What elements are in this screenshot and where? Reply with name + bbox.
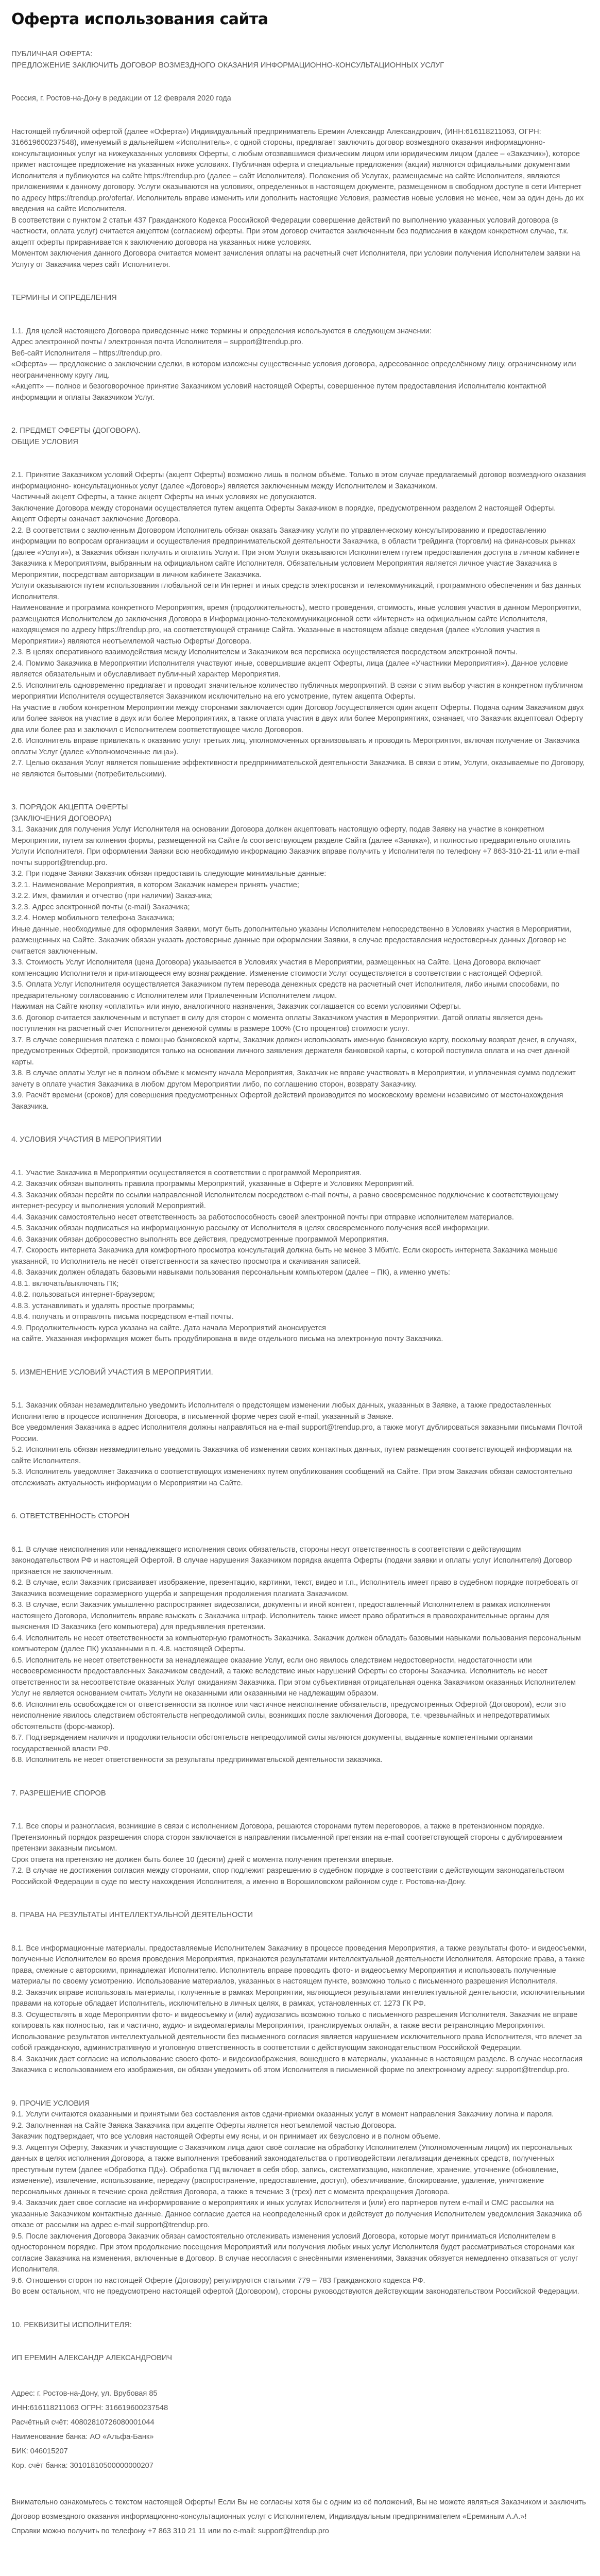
section-paragraph: 9.4. Заказчик дает свое согласие на информирование о мероприятиях и иных услугах Исполнителя и (или) его партнеров путем e-mail и СМС рассылки на указанные Заказчиком контактные данные. Данное согласие дается на неопределенный срок и действует до получения Исполнителем уведомления Заказчика об отказе от рассылки на адрес e-mail support@trendup.pro. <box>11 2199 582 2229</box>
requisites-name: ИП ЕРЕМИН АЛЕКСАНДР АЛЕКСАНДРОВИЧ <box>11 2354 173 2362</box>
offer-section <box>11 1766 589 1888</box>
section-paragraph: На участие в любом конкретном Мероприятии между сторонами заключается один Договор /осуществляется один акцепт Оферты. Подача одним Заказчиком двух или более заявок на участие в двух или более Мероприятиях, а также оплата участия в двух или более Мероприятиях, означает, что Заказчик акцептовал Оферту два или более раз и заключил с Исполнителем соответствующее число Договоров. <box>11 703 584 734</box>
offer-section <box>11 780 589 1112</box>
section-heading: 9. ПРОЧИЕ УСЛОВИЯ <box>11 2099 90 2108</box>
section-paragraph: 4.4. Заказчик самостоятельно несет ответственность за работоспособность своей электронной почты при отправке исполнителем материалов. <box>11 1213 514 1222</box>
section-heading: 6. ОТВЕТСТВЕННОСТЬ СТОРОН <box>11 1512 130 1520</box>
section-paragraph: 9.3. Акцептуя Оферту, Заказчик и участвующие с Заказчиком лица дают своё согласие на обработку Исполнителем (Уполномоченным лицом) их персональных данных в целях исполнения Договора, а также выполнения требований законодательства о противодействии легализации денежных средств, полученных преступным путем (далее «Обработка ПД»). Обработка ПД включает в себя сбор, запись, систематизацию, накопление, хранение, уточнение (обновление, изменение), извлечение, использование, передачу (распространение, предоставление, доступ), обезличивание, блокирование, удаление, уничтожение персональных данных в течение срока действия Договора, а также в течение 3 (трех) лет с момента прекращения Договора. <box>11 2143 572 2196</box>
offer-section <box>11 403 589 780</box>
section-paragraph: Претензионный порядок разрешения спора сторон заключается в направлении письменной претензии на e-mail соответствующей стороны с дублированием претензии заказным письмом. <box>11 1833 563 1853</box>
section-paragraph: 3.3. Стоимость Услуг Исполнителя (цена Договора) указывается в Условиях участия в Мероприятии, размещенных на Сайте. Цена Договора включает компенсацию Исполнителя и причитающееся ему вознаграждение. Изменение стоимости Услуг осуществляется в соответствии с настоящей Офертой. <box>11 958 543 978</box>
section-paragraph: 4.8.3. устанавливать и удалять простые программы; <box>11 1301 195 1310</box>
section-heading: 5. ИЗМЕНЕНИЕ УСЛОВИЙ УЧАСТИЯ В МЕРОПРИЯТИИ. <box>11 1368 213 1377</box>
section-heading: 8. ПРАВА НА РЕЗУЛЬТАТЫ ИНТЕЛЛЕКТУАЛЬНОЙ ДЕЯТЕЛЬНОСТИ <box>11 1911 253 1919</box>
section-paragraph: 4.8.1. включать/выключать ПК; <box>11 1279 119 1288</box>
section-paragraph: 5.2. Исполнитель обязан незамедлительно уведомить Заказчика об изменении своих контактных данных, путем размещения соответствующей информации на сайте Исполнителя. <box>11 1446 572 1465</box>
requisites-line: Кор. счёт банка: 30101810500000000207 <box>11 2461 153 2470</box>
section-paragraph: 3.2.2. Имя, фамилия и отчество (при наличии) Заказчика; <box>11 892 213 900</box>
section-paragraph: 6.6. Исполнитель освобождается от ответственности за полное или частичное неисполнение обязательств, предусмотренных Офертой (Договором), если это неисполнение явилось следствием обстоятельств непреодолимой силы, возникших после заключения Договора, т.е. чрезвычайных и непредотвратимых обстоятельств (форс-мажор). <box>11 1700 566 1731</box>
section-paragraph: «Оферта» — предложение о заключении сделки, в котором изложены существенные условия договора, адресованное определённому лицу, ограниченному или неограниченному кругу лиц. <box>11 360 576 380</box>
section-paragraph: Заказчик подтверждает, что все условия настоящей Оферты ему ясны, и он принимает их безусловно и в полном объеме. <box>11 2132 441 2141</box>
section-paragraph: 6.7. Подтверждением наличия и продолжительности обстоятельств непреодолимой силы являются документы, выданные компетентными органами государственной власти РФ. <box>11 1734 533 1753</box>
section-paragraph: 3.6. Договор считается заключенным и вступает в силу для сторон с момента оплаты Заказчиком участия в Мероприятии. Датой оплаты является день поступления на расчетный счет Исполнителя денежной суммы в размере 100% (Сто процентов) стоимости услуг. <box>11 1013 543 1033</box>
section-paragraph: Заключение Договора между сторонами осуществляется путем акцепта Оферты Заказчиком в порядке, предусмотренном разделом 2 настоящей Оферты. <box>11 504 556 513</box>
requisites-line: БИК: 046015207 <box>11 2447 68 2455</box>
section-paragraph: 4.1. Участие Заказчика в Мероприятии осуществляется в соответствии с программой Мероприятия. <box>11 1168 362 1177</box>
section-paragraph: 8.4. Заказчик дает согласие на использование своего фото- и видеоизображения, вошедшего в материалы, указанные в настоящем разделе. В случае несогласия Заказчика с использованием его изображения, он обязан уведомить об этом Исполнителя в письменной форме по электронному адресу: support@trendup.pro. <box>11 2055 583 2074</box>
section-paragraph: 3.1. Заказчик для получения Услуг Исполнителя на основании Договора должен акцептовать настоящую оферту, подав Заявку на участие в конкретном Мероприятии, путем заполнения формы, размещенной на Сайте /в соответствующем разделе Сайта (далее «Заявка»), и полностью предварительно оплатить Услуги Исполнителя. При оформлении Заявки всю необходимую информацию Заказчик вправе получить у Исполнителя по телефону +7 863-310-21-11 или e-mail почты support@trendup.pro. <box>11 825 580 867</box>
section-paragraph: 4.5. Заказчик обязан подписаться на информационную рассылку от Исполнителя в целях своевременного получения всей информации. <box>11 1224 490 1232</box>
section-paragraph: 2.7. Целью оказания Услуг является повышение эффективности предпринимательской деятельности Заказчика. В связи с этим, Услуги, оказываемые по Договору, не являются бытовыми (потребительскими). <box>11 759 585 778</box>
section-paragraph: «Акцепт» — полное и безоговорочное принятие Заказчиком условий настоящей Оферты, совершенное путем предоставления Исполнителю контактной информации и оплаты Заказчиком Услуг. <box>11 382 546 402</box>
section-paragraph: 3.2.4. Номер мобильного телефона Заказчика; <box>11 914 175 922</box>
section-paragraph: 4.2. Заказчик обязан выполнять правила программы Мероприятий, указанные в Оферте и Условиях Мероприятий. <box>11 1180 414 1188</box>
section-paragraph: Использование результатов интеллектуальной деятельности без письменного согласия является нарушением исключительного права Исполнителя, что влечет за собой гражданскую, административную и уголовную ответственность в соответствии с действующим законодательством Российской Федерации. <box>11 2032 582 2052</box>
section-paragraph: Все уведомления Заказчика в адрес Исполнителя должны направляться на e-mail support@trendup.pro, а также могут дублироваться заказными письмами Почтой России. <box>11 1423 582 1443</box>
section-paragraph: 6.1. В случае неисполнения или ненадлежащего исполнения своих обязательств, стороны несут ответственность в соответствии с действующим законодательством РФ и настоящей Офертой. В случае нарушения Заказчиком порядка акцепта Оферты (подачи заявки и оплаты услуг Исполнителя) Договор признается не заключенным. <box>11 1545 572 1576</box>
requisites-line: Адрес: г. Ростов-на-Дону, ул. Врубовая 85 <box>11 2389 158 2398</box>
section-paragraph: 7.1. Все споры и разногласия, возникшие в связи с исполнением Договора, решаются сторонами путем переговоров, а также в претензионном порядке. <box>11 1822 544 1831</box>
section-paragraph: 2.5. Исполнитель одновременно предлагает и проводит значительное количество публичных мероприятий. В связи с этим выбор участия в конкретном публичном мероприятии Исполнителя осуществляется Заказчиком исключительно на его усмотрение, путем акцепта Оферты. <box>11 681 583 701</box>
section-paragraph: 5.3. Исполнитель уведомляет Заказчика о соответствующих изменениях путем опубликования сообщений на Сайте. При этом Заказчик обязан самостоятельно отслеживать актуальность информации о Мероприятии на Сайте. <box>11 1468 573 1487</box>
offer-section <box>11 1345 589 1489</box>
section-paragraph: 2.3. В целях оперативного взаимодействия между Исполнителем и Заказчиком вся переписка осуществляется посредством электронной почты. <box>11 648 518 656</box>
preamble-paragraph: В соответствии с пунктом 2 статьи 437 Гражданского Кодекса Российской Федерации совершение действий по выполнению указанных условий договора (в частности, оплата услуг) считается акцептом (согласием) оферты. При этом договор считается заключенным без подписания в каждом конкретном случае, т.к. акцепт оферты приравнивается к заключению договора на указанных ниже условиях. <box>11 216 569 247</box>
requisites-line: Наименование банка: АО «Альфа-Банк» <box>11 2432 154 2441</box>
section-paragraph: Услуги оказываются путем использования глобальной сети Интернет и иных средств электросвязи и телекоммуникаций, программного обеспечения и баз данных Исполнителя. <box>11 582 581 601</box>
section-paragraph: 4.9. Продолжительность курса указана на сайте. Дата начала Мероприятий анонсируется <box>11 1324 327 1332</box>
section-paragraph: Срок ответа на претензию не должен быть более 10 (десяти) дней с момента получения претензии впервые. <box>11 1855 394 1864</box>
section-paragraph: 3.5. Оплата Услуг Исполнителя осуществляется Заказчиком путем перевода денежных средств на расчетный счет Исполнителя, либо иными способами, по предварительному согласованию с Исполнителем или Привлеченным Исполнителем лицом. <box>11 980 560 1000</box>
section-paragraph: 3.7. В случае совершения платежа с помощью банковской карты, Заказчик должен использовать именную банковскую карту, поскольку возврат денег, в случаях, предусмотренных Офертой, производится только на основании личного заявления держателя банковской карты, с которой поступила оплата и на счет данной карты. <box>11 1036 577 1066</box>
section-paragraph: на сайте. Указанная информация может быть продублирована в виде отдельного письма на электронную почту Заказчика. <box>11 1335 443 1343</box>
section-paragraph: 3.2.3. Адрес электронной почты (e-mail) Заказчика; <box>11 903 190 911</box>
section-paragraph: 5.1. Заказчик обязан незамедлительно уведомить Исполнителя о предстоящем изменении любых данных, указанных в Заявке, а также предоставленных Исполнителю в процессе исполнения Договора, в письменной форме через свой e-mail, указанный в Заявке. <box>11 1401 551 1421</box>
section-paragraph: Веб-сайт Исполнителя – https://trendup.pro. <box>11 349 162 358</box>
section-paragraph: 3.2.1. Наименование Мероприятия, в котором Заказчик намерен принять участие; <box>11 880 299 889</box>
section-heading: 4. УСЛОВИЯ УЧАСТИЯ В МЕРОПРИЯТИИ <box>11 1136 162 1144</box>
section-paragraph: 6.2. В случае, если Заказчик присваивает изображение, презентацию, картинки, текст, видео и т.п., Исполнитель имеет право в судебном порядке потребовать от Заказчика возмещение соразмерного ущерба и запрещения продолжения плагиата Заказчиком. <box>11 1579 579 1598</box>
offer-section <box>11 270 589 403</box>
preamble-paragraph: Моментом заключения данного Договора считается момент зачисления оплаты на расчетный счет Исполнителя, при условии получения Исполнителем заявки на Услугу от Заказчика через сайт Исполнителя. <box>11 249 580 269</box>
section-heading: ТЕРМИНЫ И ОПРЕДЕЛЕНИЯ <box>11 294 117 302</box>
section-paragraph: 7.2. В случае не достижения согласия между сторонами, спор подлежит разрешению в судебном порядке в соответствии с действующим законодательством Российской Федерации в суде по месту нахождения Исполнителя, а именно в Ворошиловском районном суде г. Ростова-на-Дону. <box>11 1867 564 1886</box>
section-paragraph: 9.5. После заключения Договора Заказчик обязан самостоятельно отслеживать изменения условий Договора, которые могут приниматься Исполнителем в одностороннем порядке. При этом продолжение посещения Мероприятий или получения любых иных услуг Исполнителя будет рассматриваться сторонами как согласие Заказчика на изменения, включенные в Договор. В случае несогласия с внесёнными изменениями, Заказчик обязуется немедленно отказаться от услуг Исполнителя. <box>11 2232 578 2274</box>
offer-section <box>11 1112 589 1345</box>
section-paragraph: 2.4. Помимо Заказчика в Мероприятии Исполнителя участвуют иные, совершившие акцепт Оферты, лица (далее «Участники Мероприятия»). Данное условие является обязательным и обуславливает публичный характер Мероприятия. <box>11 659 568 679</box>
section-paragraph: Частичный акцепт Оферты, а также акцепт Оферты на иных условиях не допускаются. <box>11 493 317 501</box>
section-paragraph: 2.2. В соответствии с заключенным Договором Исполнитель обязан оказать Заказчику услуги по управленческому консультированию и предоставлению информации по вопросам организации и осуществления предпринимательской деятельности Заказчика, в области трейдинга (торговли) на финансовых рынках (далее «Услуги»), а Заказчик обязан получить и оплатить Услуги. При этом Услуги оказываются Исполнителем путем предоставления доступа в личном кабинете Заказчика к Мероприятиям, выбранным на официальном сайте Исполнителя. Обязательным условием Мероприятия является личное участие Заказчика в Мероприятии, посредствам авторизации в личном кабинете Заказчика. <box>11 526 580 579</box>
section-paragraph: 8.1. Все информационные материалы, предоставляемые Исполнителем Заказчику в процессе проведения Мероприятия, а также результаты фото- и видеосъемки, полученные Исполнителем во время проведения Мероприятия, признаются результатами интеллектуальной деятельности Исполнителя. Авторские права, а также права, смежные с авторскими, принадлежат Исполнителю. Исполнитель вправе проводить фото- и видеосъемку Мероприятия и использовать полученные материалы по своему усмотрению. Использование материалов, указанных в настоящем пункте, возможно только с письменного разрешения Исполнителя. <box>11 1944 587 1986</box>
place-date: Россия, г. Ростов-на-Дону в редакции от 12 февраля 2020 года <box>11 94 231 103</box>
requisites-line: ИНН:616118211063 ОГРН: 316619600237548 <box>11 2403 168 2412</box>
offer-section <box>11 1888 589 2076</box>
section-paragraph: 2.6. Исполнитель вправе привлекать к оказанию услуг третьих лиц, уполномоченных организовывать и проводить Мероприятия, включая получение от Заказчика оплаты Услуг (далее «Уполномоченные лица»). <box>11 737 580 756</box>
section-paragraph: Во всем остальном, что не предусмотрено настоящей офертой (Договором), стороны руководствуются действующим законодательством Российской Федерации. <box>11 2287 579 2296</box>
section-paragraph: Иные данные, необходимые для оформления Заявки, могут быть дополнительно указаны Исполнителем непосредственно в Условиях участия в Мероприятии, размещенных на Сайте. Заказчик обязан указать достоверные данные при оформлении Заявки, в случае предоставления недостоверных данных Договор не считается заключенным. <box>11 925 572 956</box>
preamble <box>11 49 589 270</box>
section-paragraph: 4.7. Скорость интернета Заказчика для комфортного просмотра консультаций должна быть не менее 3 Мбит/с. Если скорость интернета Заказчика меньше указанной, то Исполнитель не несёт ответственности за качество просмотра и скачивания записей. <box>11 1246 558 1266</box>
section-paragraph: 3.9. Расчёт времени (сроков) для совершения предусмотренных Офертой действий производится по московскому времени независимо от местонахождения Заказчика. <box>11 1091 563 1111</box>
section-paragraph: Нажимая на Сайте кнопку «оплатить» или иную, аналогичного назначения, Заказчик соглашается со всеми условиями Оферты. <box>11 1003 461 1011</box>
section-paragraph: 9.1. Услуги считаются оказанными и принятыми без составления актов сдачи-приемки оказанных услуг в момент направления Заказчику логина и пароля. <box>11 2110 554 2119</box>
section-paragraph: 6.8. Исполнитель не несет ответственности за результаты предпринимательской деятельности заказчика. <box>11 1756 383 1764</box>
section-heading: 7. РАЗРЕШЕНИЕ СПОРОВ <box>11 1789 106 1798</box>
section-heading: 3. ПОРЯДОК АКЦЕПТА ОФЕРТЫ <box>11 803 128 811</box>
section-paragraph: 4.8.2. пользоваться интернет-браузером; <box>11 1291 155 1299</box>
section-paragraph: 6.3. В случае, если Заказчик умышленно распространяет видеозаписи, документы и иной контент, предоставленный Исполнителем в рамках исполнения настоящего Договора, Исполнитель вправе взыскать с Заказчика штраф. Исполнитель также имеет право обратиться в правоохранительные органы для выяснения ID Заказчика (его компьютера) для предъявления претензии. <box>11 1601 551 1631</box>
section-paragraph: 4.8. Заказчик должен обладать базовыми навыками пользования персональным компьютером (далее – ПК), а именно уметь: <box>11 1268 450 1277</box>
section-paragraph: 4.8.4. получать и отправлять письма посредством e-mail почты. <box>11 1313 234 1321</box>
section-paragraph: 3.8. В случае оплаты Услуг не в полном объёме к моменту начала Мероприятия, Заказчик не вправе участвовать в Мероприятии, и уплаченная сумма подлежит зачету в оплате участия Заказчика в любом другом Мероприятии либо, по соглашению сторон, возврату Заказчику. <box>11 1069 576 1089</box>
section-paragraph: 2.1. Принятие Заказчиком условий Оферты (акцепт Оферты) возможно лишь в полном объёме. Только в этом случае предлагаемый договор возмездного оказания информационно- консультационных услуг (далее «Договор») является заключенным между Исполнителем и Заказчиком. <box>11 471 586 490</box>
requisites-heading: 10. РЕКВИЗИТЫ ИСПОЛНИТЕЛЯ: <box>11 2320 132 2329</box>
section-paragraph: 3.2. При подаче Заявки Заказчик обязан предоставить следующие минимальные данные: <box>11 870 327 878</box>
section-paragraph: 8.3. Осуществлять в ходе Мероприятии фото- и видеосъемку и (или) аудиозапись возможно только с письменного разрешения Исполнителя. Заказчик не вправе копировать как полностью, так и частично, аудио- и видеоматериалы Мероприятия, транслируемых онлайн, а также вести ретрансляцию Мероприятия. <box>11 2010 578 2030</box>
preamble-heading-line: ПРЕДЛОЖЕНИЕ ЗАКЛЮЧИТЬ ДОГОВОР ВОЗМЕЗДНОГО ОКАЗАНИЯ ИНФОРМАЦИОННО-КОНСУЛЬТАЦИОННЫХ УСЛУГ <box>11 61 444 70</box>
section-paragraph: Наименование и программа конкретного Мероприятия, время (продолжительность), место проведения, стоимость, иные условия участия в данном Мероприятии, размещаются Исполнителем до заключения Договора в Информационно-телекоммуникационной сети «Интернет» на официальном сайте Исполнителя, находящемся по адресу https://trendup.pro, на соответствующей странице Сайта. Указанные в настоящем абзаце сведения (далее «Условия участия в Мероприятии») являются неотъемлемой частью Оферты/ Договора. <box>11 604 581 646</box>
requisites <box>11 2298 589 2538</box>
section-paragraph: 4.3. Заказчик обязан перейти по ссылки направленной Исполнителем посредством e-mail почты, а равно своевременное подключение к соответствующему интернет-ресурсу и выполнения условий Мероприятий. <box>11 1191 559 1210</box>
section-paragraph: Акцепт Оферты означает заключение Договора. <box>11 515 181 523</box>
closing-warning: Внимательно ознакомьтесь с текстом настоящей Оферты! Если Вы не согласны хотя бы с одним из её положений, Вы не можете являться Заказчиком и заключить Договор возмездного оказания информационно-консультационных услуг с Исполнителем, Индивидуальным предпринимателем «Ереминым А.А.»! <box>11 2498 586 2521</box>
preamble-paragraph: Настоящей публичной офертой (далее «Оферта») Индивидуальный предприниматель Еремин Александр Александрович, (ИНН:616118211063, ОГРН: 316619600237548), именуемый в дальнейшем «Исполнитель», с одной стороны, предлагает заключить договор возмездного оказания информационно-консультационных услуг на нижеуказанных условиях Оферты, с любым отозвавшимся физическим лицом или юридическим лицом (далее – «Заказчик»), которое примет настоящее предложение на указанных ниже условиях. Публичная оферта и специальные предложения (акции) являются официальными документами Исполнителя и публикуются на сайте https://trendup.pro (далее – сайт Исполнителя). Положения об Услугах, размещаемые на сайте Исполнителя, являются приложениями к данному договору. Услуги оказываются на условиях, определенных в настоящем документе, размещенном в свободном доступе в сети Интернет по адресу https://trendup.pro/oferta/. Исполнитель вправе изменить или дополнить настоящие Условия, разместив новые условия не менее, чем за один день до их введения на сайте Исполнителя. <box>11 127 584 213</box>
section-paragraph: 6.4. Исполнитель не несет ответственности за компьютерную грамотность Заказчика. Заказчик должен обладать базовыми навыками пользования персональным компьютером (далее ПК) указанными в п. 4.8. настоящей Оферты. <box>11 1634 581 1653</box>
section-paragraph: 4.6. Заказчик обязан добросовестно выполнять все действия, предусмотренные программой Мероприятия. <box>11 1235 389 1244</box>
closing-contact: Справки можно получить по телефону +7 863 310 21 11 или по e-mail: support@trendup.pro <box>11 2527 329 2535</box>
section-heading: 2. ПРЕДМЕТ ОФЕРТЫ (ДОГОВОРА). <box>11 427 141 435</box>
offer-section <box>11 1489 589 1766</box>
sections-container <box>11 270 589 2298</box>
page-title: Оферта использования сайта <box>11 10 268 28</box>
requisites-line: Расчётный счёт: 40802810726080001044 <box>11 2418 155 2427</box>
offer-section <box>11 2076 589 2298</box>
section-heading: (ЗАКЛЮЧЕНИЯ ДОГОВОРА) <box>11 814 112 823</box>
preamble-heading-line: ПУБЛИЧНАЯ ОФЕРТА: <box>11 50 93 58</box>
section-paragraph: 9.6. Отношения сторон по настоящей Оферте (Договору) регулируются статьями 779 – 783 Гражданского кодекса РФ. <box>11 2276 425 2285</box>
section-paragraph: 6.5. Исполнитель не несет ответственности за ненадлежащее оказание Услуг, если оно явилось следствием недостоверности, недостаточности или несвоевременности предоставленных Заказчиком сведений, а также вследствие иных нарушений Оферты со стороны Заказчика. Исполнитель не несет ответственности за несоответствие оказанных Услуг ожиданиям Заказчика. При этом субъективная отрицательная оценка Заказчиком оказанных Исполнителем Услуг не является основанием считать Услуги не оказанными или оказанными не надлежащим образом. <box>11 1656 576 1698</box>
section-paragraph: 9.2. Заполненная на Сайте Заявка Заказчика при акцепте Оферты является неотъемлемой частью Договора. <box>11 2121 397 2130</box>
section-heading: ОБЩИЕ УСЛОВИЯ <box>11 437 78 446</box>
section-paragraph: 1.1. Для целей настоящего Договора приведенные ниже термины и определения используются в следующем значении: <box>11 327 432 335</box>
section-paragraph: Адрес электронной почты / электронная почта Исполнителя – support@trendup.pro. <box>11 338 303 346</box>
section-paragraph: 8.2. Заказчик вправе использовать материалы, полученные в рамках Мероприятии, являющиеся результатами интеллектуальной деятельности, исключительными правами на которые обладает Исполнитель, исключительно в личных целях, в рамках, установленных ст. 1273 ГК РФ. <box>11 1988 585 2008</box>
